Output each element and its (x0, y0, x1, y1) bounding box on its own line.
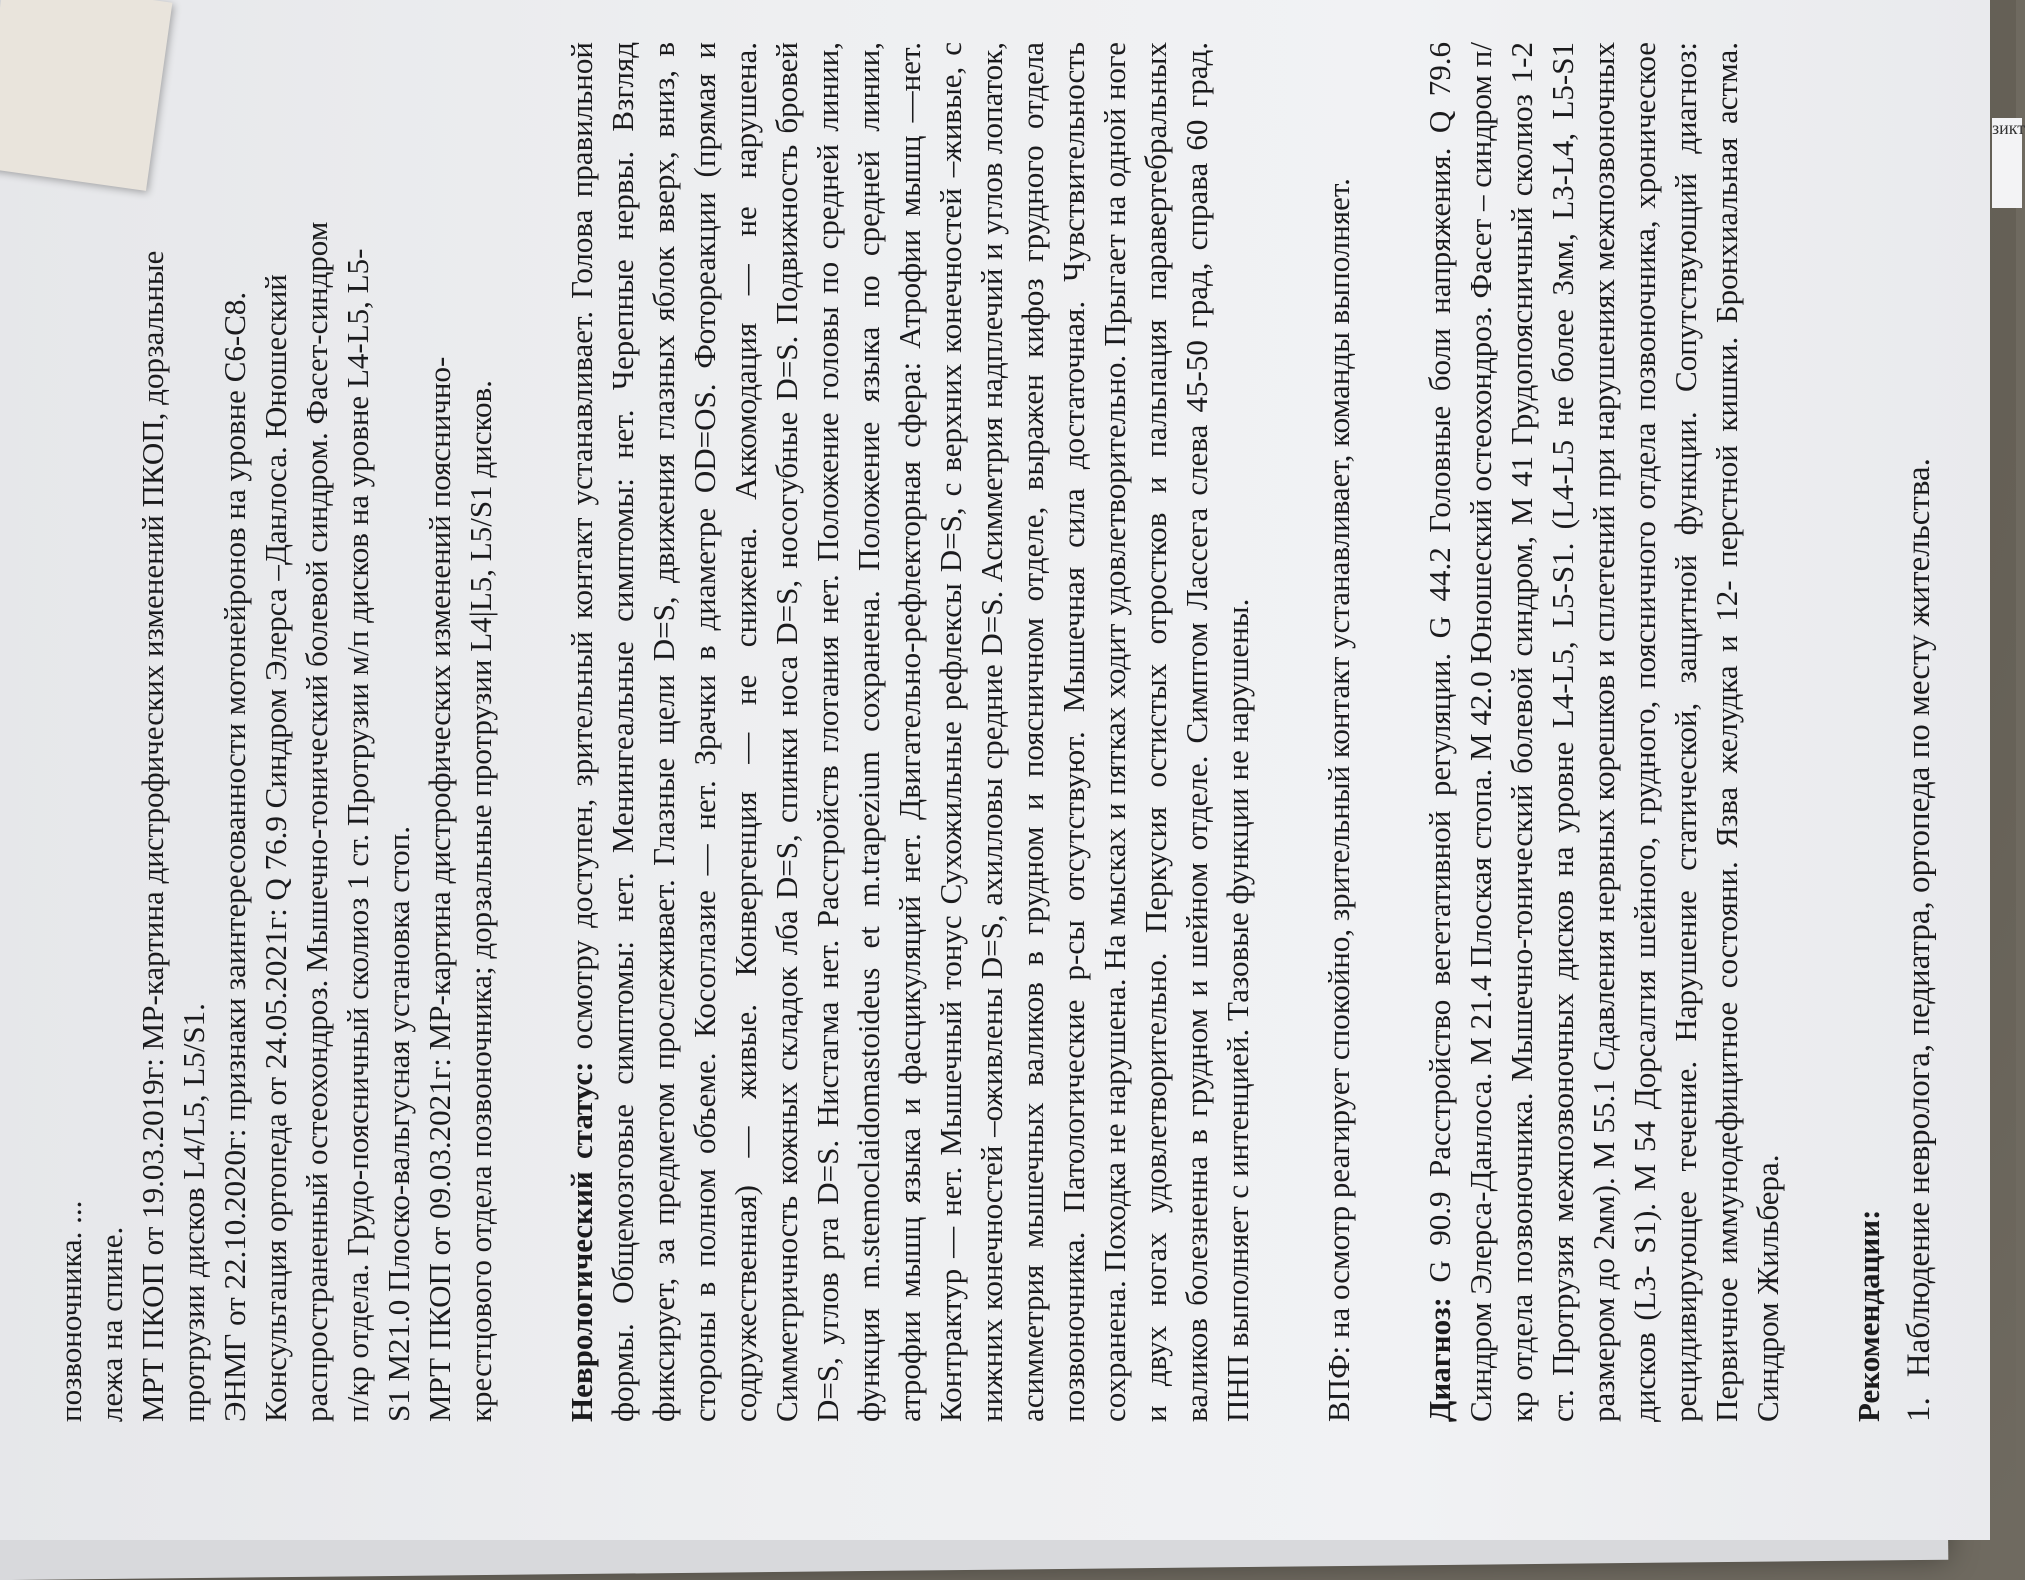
history-line: распространенный остеохондроз. Мышечно-тонический болевой синдром. Фасет-синдром (299, 221, 334, 1422)
recommendations-list (1899, 42, 1940, 1422)
history-line: ЭНМГ от 22.10.2020г: признаки заинтересованности мотонейронов на уровне С6-С8. (217, 291, 252, 1422)
history-line: крестцового отдела позвоночника; дорзальные протрузии L4|L5, L5/S1 дисков. (463, 380, 498, 1422)
neuro-status-text: осмотру доступен, зрительный контакт устанавливает. Голова правильной формы. Общемозговые симптомы: нет. Менингеальные симптомы: нет. Черепные нервы. Взгляд фиксирует, за предметом прослеживает. Глазные щели D=S, движения глазных яблок вверх, вниз, в стороны в полном объеме. Косоглазие — нет. Зрачки в диаметре OD=OS. Фотореакции (прямая и содружественная) — живые. Конвергенция — не снижена. Аккомодация — не нарушена. Симметричность кожных складок лба D=S, спинки носа D=S, носогубные D=S. Подвижность бровей D=S, углов рта D=S. Нистагма нет. Расстройств глотания нет. Положение головы по средней линии, функция m.stemoclaidomastoideus et m.trapezium сохранена. Положение языка по средней линии, атрофии мышц языка и фасцикуляций нет. Двигательно-рефлекторная сфера: Атрофии мышц —нет. Контрактур — нет. Мышечный тонус Сухожильные рефлексы D=S, с верхних конечностей –живые, с нижних конечностей –оживлены D=S, ахилловы средние D=S. Асимметрия надплечий и углов лопаток, асимметрия мышечных валиков в грудном и поясничном отделе, выражен кифоз грудного отдела позвоночника. Патологические р-сы отсутствуют. Мышечная сила достаточная. Чувствительность сохранена. Походка не нарушена. На мысках и пятках ходит удовлетворительно. Прыгает на одной ноге и двух ногах удовлетворительно. Перкусия остистых отростков и пальпация паравертебральных валиков болезненна в грудном и шейном отделе. Симптом Ласcега слева 45-50 град, справа 60 град. ПНП выполняет с интенцией. Тазовые функции не нарушены. (564, 42, 1255, 1422)
edge-fragment: зикт (1992, 118, 2022, 208)
history-line: позвоночника. ... (53, 1200, 88, 1422)
history-line: МРТ ПКОП от 19.03.2019г: МР-картина дистрофических изменений ПКОП, дорзальные (135, 250, 170, 1422)
recommendations-header: Рекомендации: (1851, 1209, 1886, 1422)
recommendation-text: Наблюдение невролога, педиатра, ортопеда по месту жительства. (1901, 458, 1937, 1378)
history-line: протрузии дисков L4/L5, L5/S1. (176, 1003, 211, 1422)
history-line: МРТ ПКОП от 09.03.2021г: МР-картина дистрофических изменений пояснично- (422, 356, 457, 1422)
neuro-status-header: Неврологический статус: (564, 1061, 599, 1422)
diagnosis-paragraph (1419, 42, 1788, 1422)
folded-corner (0, 0, 172, 191)
document-text (50, 2, 1940, 1492)
recommendation-item (1899, 42, 1940, 1422)
history-line: п/кр отдела. Грудо-поясничный сколиоз 1 ст. Протрузии м/п дисков на уровне L4-L5, L5- (340, 248, 375, 1422)
history-block (50, 42, 501, 1422)
recommendation-number: 1. (1901, 1397, 1937, 1422)
diagnosis-header: Диагноз: (1422, 1297, 1457, 1422)
neuro-status-paragraph (561, 42, 1258, 1422)
history-line: Консультация ортопеда от 24.05.2021г: Q 76.9 Синдром Элерса –Данлоса. Юношеский (258, 274, 293, 1422)
history-line: лежа на спине. (94, 1226, 129, 1422)
vpf-paragraph: ВПФ: на осмотр реагирует спокойно, зрительный контакт устанавливает, команды выполняет. (1321, 178, 1356, 1422)
diagnosis-text: G 90.9 Расстройство вегетативной регуляции. G 44.2 Головные боли напряжения. Q 79.6 Синдром Элерса-Данлоса. M 21.4 Плоская стопа. M 42.0 Юношеский остеохондроз. Фасет – синдром п/кр отдела позвоночника. Мышечно-тонический болевой синдром, М 41 Грудопоясничный сколиоз 1-2 ст. Протрузия межпозвоночных дисков на уровне L4-L5, L5-S1. (L4-L5 не более 3мм, L3-L4, L5-S1 размером до 2мм). М 55.1 Сдавления нервных корешков и сплетений при нарушениях межпозвоночных дисков (L3- S1). М 54 Дорсалгия шейного, грудного, поясничного отдела позвоночника, хроническое рецидивирующее течение. Нарушение статической, защитной функции. Сопутствующий диагноз: Первичное иммунодефицитное состояни. Язва желудка и 12- перстной кишки. Бронхиальная астма. Синдром Жильбера. (1422, 41, 1785, 1422)
history-line: S1 M21.0 Плоско-вальгусная установка стоп. (381, 826, 416, 1422)
